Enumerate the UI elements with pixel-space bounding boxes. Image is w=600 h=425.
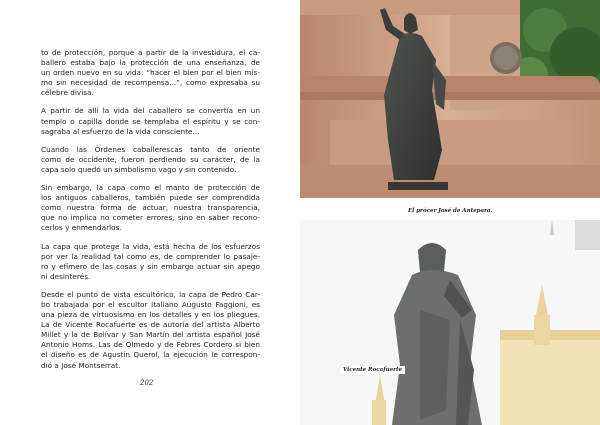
text-line: un orden nuevo en su vida: “hacer el bien por el bien mis-	[41, 68, 260, 78]
caption-antepara: El prócer José de Antepara.	[408, 208, 493, 214]
text-line: bo trabajada por el escultor italiano Augusto Faggioni, es	[41, 299, 260, 309]
text-line-last: célebre divisa.	[41, 88, 94, 98]
text-line-last: ni desinterés.	[41, 271, 91, 281]
statue-photo-antepara	[300, 0, 600, 198]
text-line: como nuestra forma de actuar, nuestra transparencia,	[41, 203, 260, 213]
text-line: Millet y la de Bolívar y San Martín del artista español José	[41, 330, 260, 340]
text-line: por ver la realidad tal como es, de comprender lo pasaje-	[41, 251, 260, 261]
text-line-last: capa solo quedó un simbolismo vago y sin contenido.	[41, 164, 237, 174]
text-line-last: cerlos y enmendarlos.	[41, 223, 122, 233]
text-line: que no implica no cometer errores, sino en saber recono-	[41, 213, 260, 223]
body-text	[41, 48, 260, 379]
statue-photo-rocafuerte	[300, 220, 600, 425]
paragraph	[41, 145, 260, 175]
text-line: ro y efímero de las cosas y sin embargo actuar sin apego	[41, 261, 260, 271]
text-line: to de protección, porque a partir de la investidura, el ca-	[41, 48, 260, 57]
page-number: 202	[140, 379, 154, 387]
text-line: una pieza de virtuosismo en los detalles y en los pliegues.	[41, 310, 260, 320]
text-line: como de occidente, fueron perdiendo su carácter, de la	[41, 154, 260, 164]
paragraph	[41, 290, 260, 371]
paragraph	[41, 48, 260, 98]
text-line: La capa que protege la vida, está hecha de los esfuerzos	[41, 241, 260, 251]
text-line: mo sin necesidad de recompensa...”, como expresaba su	[41, 78, 260, 88]
text-line: Sin embargo, la capa como el manto de protección de	[41, 183, 260, 193]
text-line: ballero estaba bajo la protección de una enseñanza, de	[41, 58, 260, 68]
right-page	[300, 0, 600, 425]
text-line: Cuando las Órdenes caballerescas tanto de oriente	[41, 144, 260, 154]
text-line: los antiguos caballeros, también puede ser comprendida	[41, 193, 260, 203]
text-line: La de Vicente Rocafuerte es de autoría del artista Alberto	[41, 320, 260, 330]
caption-rocafuerte: Vicente Rocafuerte	[340, 366, 405, 374]
paragraph	[41, 242, 260, 282]
text-line: Antonio Homs. Las de Olmedo y de Febres Cordero si bien	[41, 340, 260, 350]
text-line: templo o capilla donde se templaba el espíritu y se con-	[41, 116, 260, 126]
text-line-last: sagraba al esfuerzo de la vida consciente…	[41, 126, 200, 136]
paragraph	[41, 183, 260, 233]
text-line: el diseño es de Agustín Querol, la ejecución le correspon-	[41, 350, 260, 360]
text-line: Desde el punto de vista escultórico, la capa de Pedro Car-	[41, 289, 260, 299]
text-line-last: dió a José Montserrat.	[41, 360, 121, 370]
text-line: A partir de allí la vida del caballero se convertía en un	[41, 106, 260, 116]
paragraph	[41, 106, 260, 136]
